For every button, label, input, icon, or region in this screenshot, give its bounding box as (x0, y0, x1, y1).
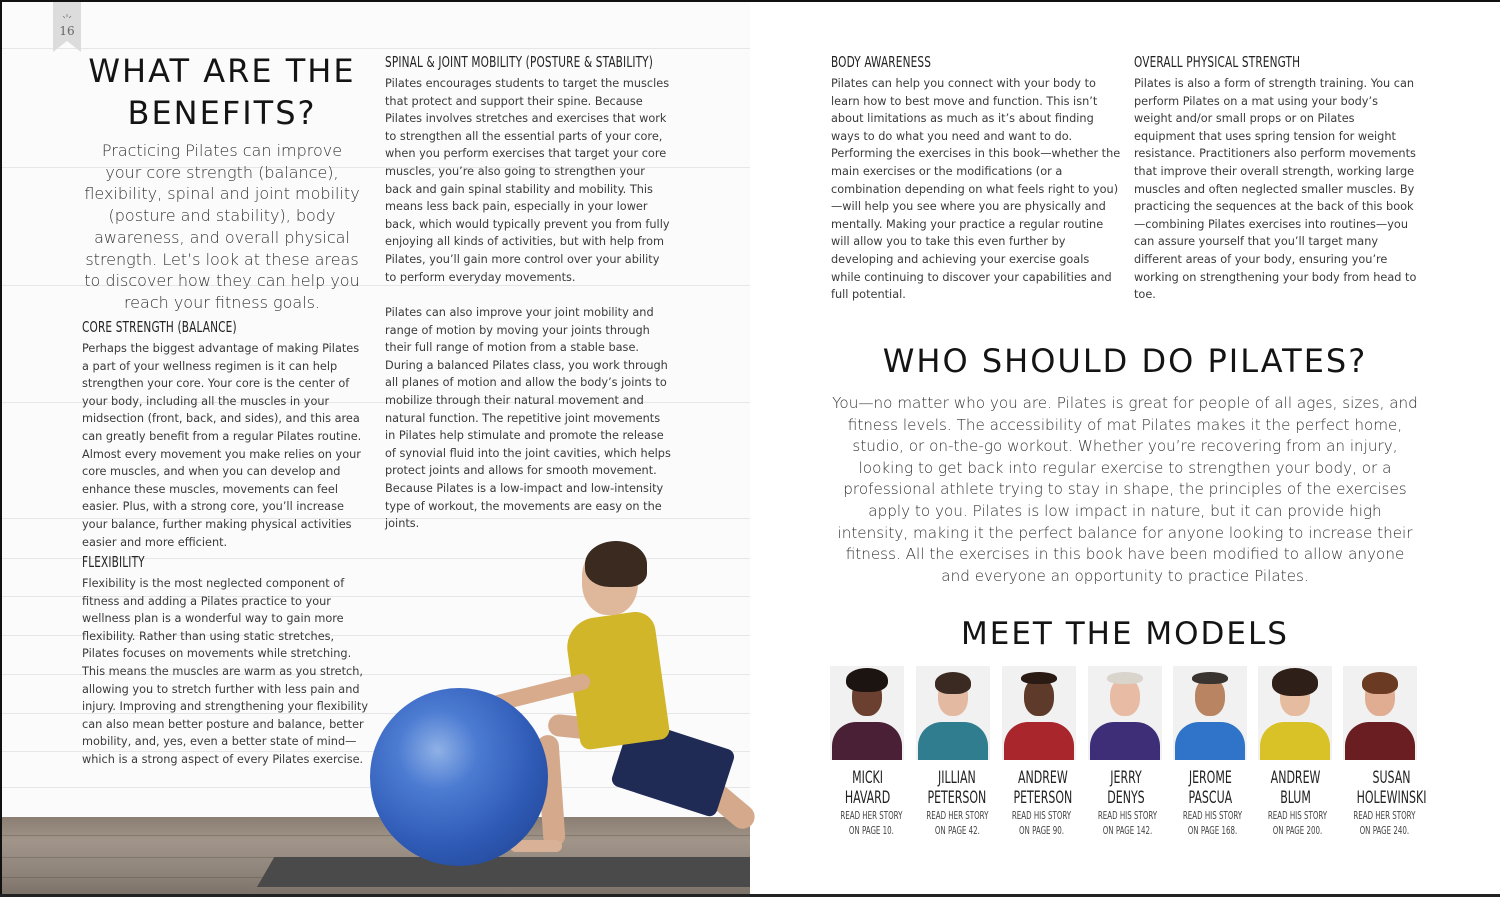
model-photo (1258, 666, 1332, 760)
page-number: 16 (59, 24, 75, 38)
model-story-ref (1098, 809, 1157, 839)
model-name (1013, 768, 1072, 808)
page-title (82, 50, 362, 134)
model-shirt (918, 722, 988, 760)
story-page: ON PAGE 10. (848, 825, 894, 837)
story-page: ON PAGE 42. (934, 825, 980, 837)
exercise-mat (257, 857, 750, 887)
model-name (1357, 768, 1427, 808)
page-border-top (0, 0, 1500, 2)
model-last-name: PASCUA (1188, 788, 1233, 808)
model-story-ref (1353, 809, 1415, 839)
model-card (1343, 666, 1427, 839)
model-hair (1272, 668, 1318, 696)
model-hair (935, 672, 971, 694)
story-page: ON PAGE 90. (1018, 825, 1065, 837)
story-label: READ HER STORY (926, 810, 989, 822)
story-label: READ HIS STORY (1182, 810, 1243, 822)
model-card (1258, 666, 1333, 839)
model-shirt (1004, 722, 1074, 760)
section-heading-core-strength: CORE STRENGTH (BALANCE) (82, 318, 237, 336)
models-title: MEET THE MODELS (961, 616, 1289, 652)
model-card (1002, 666, 1077, 839)
model-hair (1192, 672, 1228, 684)
model-first-name: SUSAN (1372, 768, 1411, 788)
wall-plank (2, 48, 750, 49)
model-name (1189, 768, 1233, 808)
model-shirt (1090, 722, 1160, 760)
model-photo (1088, 666, 1162, 760)
story-page: ON PAGE 200. (1272, 825, 1323, 837)
model-story-ref (1183, 809, 1242, 839)
model-first-name: JEROME (1189, 768, 1232, 788)
model-card (830, 666, 905, 839)
story-page: ON PAGE 142. (1102, 825, 1153, 837)
story-label: READ HIS STORY (1011, 810, 1072, 822)
model-hair (846, 668, 888, 692)
section-body-joint-mobility-continued: Pilates can also improve your joint mobility and range of motion by moving your joints through their full range of motion from a stable base. During a balanced Pilates class, you work through all planes of motion and allow the body’s joints to mobilize through their natural movement and natural function. The repetitive joint movements in Pilates help stimulate and promote the release of synovial fluid into the joint cavities, which helps protect joints and allows for smooth movement. Because Pilates is a low-impact and low-intensity type of workout, the movements are easy on the joints. (385, 306, 671, 531)
model-last-name: DENYS (1106, 788, 1145, 808)
model-first-name: ANDREW (1270, 768, 1321, 788)
intro-paragraph: Practicing Pilates can improve your core strength (balance), flexibility, spinal and joint mobility (posture and stability), body awareness, and overall physical strength. Let’s look at these areas to discover how they can help you reach your fitness goals. (84, 141, 360, 312)
who-title: WHO SHOULD DO PILATES? (882, 342, 1368, 380)
section-heading-body-awareness: BODY AWARENESS (831, 53, 932, 71)
model-first-name: MICKI (852, 768, 883, 788)
story-page: ON PAGE 240. (1359, 825, 1410, 837)
model-shirt (1345, 722, 1415, 760)
section-body-flexibility: Flexibility is the most neglected component of fitness and adding a Pilates practice to your wellness plan is a wonderful way to gain more flexibility. Rather than using static stretches, Pilates focuses on movements while stretching. This means the muscles are warm as you stretch, allowing you to stretch further with less pain and injury. Improving and strengthening your flexibility can also mean better posture and balance, better mobility, and, yes, even a better state of mind—which is a strong aspect of every Pilates exercise. (82, 577, 369, 766)
model-first-name: JERRY (1109, 768, 1142, 788)
model-card (916, 666, 991, 839)
sun-burst-icon (62, 14, 72, 22)
model-story-ref (1012, 809, 1071, 839)
model-hair (1362, 672, 1398, 694)
page-title-line1: WHAT ARE THE (88, 52, 356, 90)
model-last-name: HOLEWINSKI (1356, 788, 1427, 808)
story-page: ON PAGE 168. (1187, 825, 1238, 837)
model-story-ref (840, 809, 902, 839)
exercise-ball (370, 688, 548, 866)
model-last-name: PETERSON (1013, 788, 1073, 808)
photo-hair (585, 541, 647, 587)
story-label: READ HIS STORY (1097, 810, 1158, 822)
section-heading-overall-strength: OVERALL PHYSICAL STRENGTH (1134, 53, 1301, 71)
model-card (1088, 666, 1163, 839)
page-title-line2: BENEFITS? (127, 94, 317, 132)
model-last-name: HAVARD (844, 788, 891, 808)
floor-board-line (2, 835, 750, 836)
model-last-name: PETERSON (927, 788, 987, 808)
model-first-name: ANDREW (1017, 768, 1068, 788)
model-story-ref (1268, 809, 1327, 839)
model-photo (1173, 666, 1247, 760)
model-shirt (1260, 722, 1330, 760)
model-photo (916, 666, 990, 760)
model-card (1173, 666, 1248, 839)
model-hair (1021, 672, 1057, 684)
model-photo (830, 666, 904, 760)
model-hair (1107, 672, 1143, 684)
model-shirt (832, 722, 902, 760)
model-shirt (1175, 722, 1245, 760)
story-label: READ HER STORY (840, 810, 903, 822)
model-name (845, 768, 890, 808)
section-body-core-strength: Perhaps the biggest advantage of making Pilates a part of your wellness regimen is it can help strengthen your core. Your core is the center of your body, including all the muscles in your midsection (front, back, and sides), and this area can greatly benefit from a regular Pilates routine. Almost every movement you make relies on your core muscles, and when you can develop and enhance these muscles, movements can feel easier. Plus, with a strong core, you’ll increase your balance, further making physical activities easier and more efficient. (82, 342, 362, 549)
section-body-overall-strength: Pilates is also a form of strength training. You can perform Pilates on a mat using your body’s weight and/or small props or on Pilates equipment that uses spring tension for weight resistance. Practitioners also perform movements that improve their overall strength, working large muscles and often neglected smaller muscles. By practicing the sequences at the back of this book—combining Pilates exercises into routines—you can assure yourself that you’ll target many different areas of your body, ensuring you’re working on strengthening your body from head to toe. (1134, 77, 1417, 302)
section-heading-flexibility: FLEXIBILITY (82, 553, 145, 571)
model-photo (1343, 666, 1417, 760)
section-body-body-awareness: Pilates can help you connect with your body to learn how to best move and function. This isn’t about limitations as much as it’s about finding ways to do what you need and want to do. Performing the exercises in this book—whether the main exercises or the modifications (or a combination depending on what feels right to you)—will help you see where you are physically and mentally. Making your practice a regular routine will allow you to take this even further by developing and achieving your exercise goals while continuing to discover your capabilities and full potential. (831, 77, 1121, 302)
model-name (1107, 768, 1144, 808)
section-heading-spinal-joint-mobility: SPINAL & JOINT MOBILITY (POSTURE & STABILITY) (385, 53, 654, 71)
story-label: READ HIS STORY (1267, 810, 1328, 822)
model-name (927, 768, 986, 808)
model-last-name: BLUM (1280, 788, 1311, 808)
model-photo (1002, 666, 1076, 760)
who-paragraph: You—no matter who you are. Pilates is great for people of all ages, sizes, and fitness levels. The accessibility of mat Pilates makes it the perfect home, studio, or on-the-go workout. Whether you’re recovering from an injury, looking to get back into regular exercise to strengthen your body, or a professional athlete trying to stay in shape, the principles of the exercises apply to you. Pilates is low impact in nature, but it can provide high intensity, making it the perfect balance for anyone looking to increase their fitness. All the exercises in this book have been modified to allow anyone and everyone an opportunity to practice Pilates. (832, 394, 1418, 585)
section-body-spinal-joint-mobility: Pilates encourages students to target the muscles that protect and support their spine. Because Pilates involves stretches and exercises that work to strengthen all the essential parts of your core, when you perform exercises that target your core muscles, you’re also going to strengthen your back and gain spinal stability and mobility. This means less back pain, especially in your lower back, which would typically prevent you from fully enjoying all kinds of activities, but with help from Pilates, you’ll gain more control over your ability to perform everyday movements. (385, 77, 670, 284)
page-border-left (0, 0, 2, 897)
model-story-ref (926, 809, 988, 839)
model-first-name: JILLIAN (937, 768, 976, 788)
story-label: READ HER STORY (1353, 810, 1416, 822)
model-name (1271, 768, 1321, 808)
